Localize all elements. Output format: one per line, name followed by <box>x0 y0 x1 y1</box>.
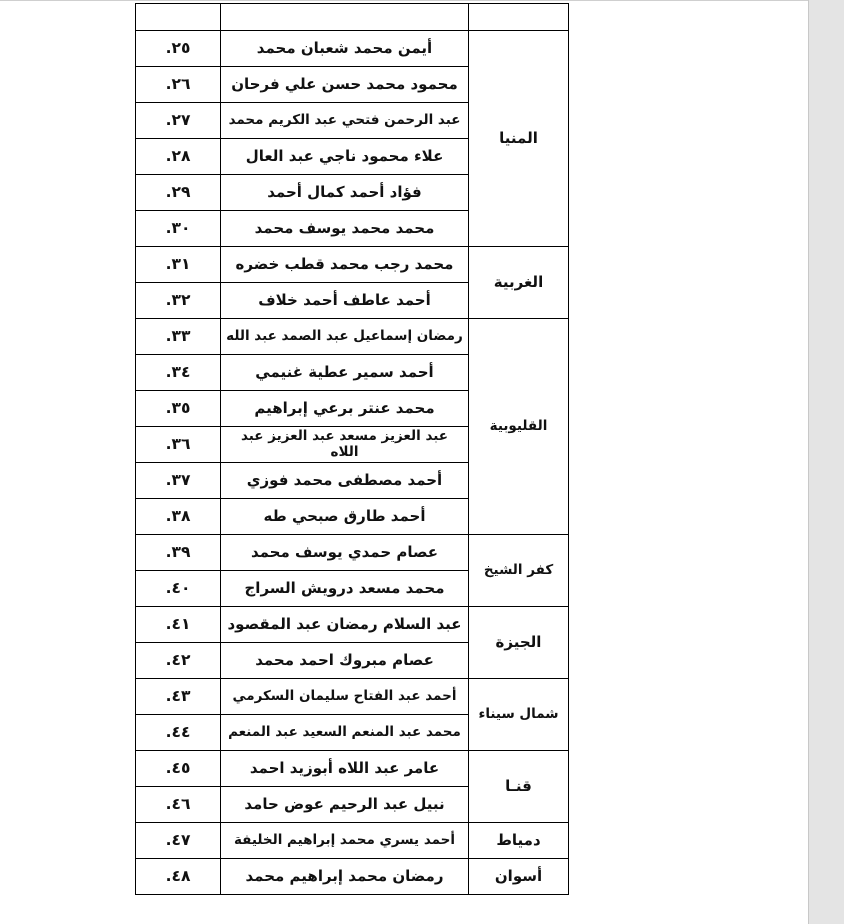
person-name-cell: عبد الرحمن فتحي عبد الكريم محمد <box>221 103 469 139</box>
person-name-cell: محمود محمد حسن علي فرحان <box>221 67 469 103</box>
person-name-cell: رمضان إسماعيل عبد الصمد عبد الله <box>221 319 469 355</box>
table-row <box>136 319 569 355</box>
row-number-cell: .٣٤ <box>136 355 221 391</box>
table-row <box>136 535 569 571</box>
person-name-cell: عبد العزيز مسعد عبد العزيز عبد اللاه <box>221 427 469 463</box>
person-name-cell: محمد عبد المنعم السعيد عبد المنعم <box>221 715 469 751</box>
row-number-cell: .٤٢ <box>136 643 221 679</box>
governorate-cell: الجيزة <box>469 607 569 679</box>
row-number-cell: .٤٠ <box>136 571 221 607</box>
person-name-cell: علاء محمود ناجي عبد العال <box>221 139 469 175</box>
row-number-cell: .٣٠ <box>136 211 221 247</box>
person-name-cell: عصام حمدي يوسف محمد <box>221 535 469 571</box>
header-cell-governorate <box>469 4 569 31</box>
row-number-cell: .٣٨ <box>136 499 221 535</box>
person-name-cell: أحمد مصطفى محمد فوزي <box>221 463 469 499</box>
person-name-cell: عصام مبروك احمد محمد <box>221 643 469 679</box>
row-number-cell: .٣٢ <box>136 283 221 319</box>
row-number-cell: .٤٨ <box>136 859 221 895</box>
header-cell-name <box>221 4 469 31</box>
person-name-cell: أحمد سمير عطية غنيمي <box>221 355 469 391</box>
person-name-cell: أحمد طارق صبحي طه <box>221 499 469 535</box>
header-cell-number <box>136 4 221 31</box>
governorate-cell: كفر الشيخ <box>469 535 569 607</box>
row-number-cell: .٣١ <box>136 247 221 283</box>
row-number-cell: .٣٩ <box>136 535 221 571</box>
row-number-cell: .٣٦ <box>136 427 221 463</box>
row-number-cell: .٣٣ <box>136 319 221 355</box>
governorate-cell: الغربية <box>469 247 569 319</box>
table-row <box>136 679 569 715</box>
row-number-cell: .٢٧ <box>136 103 221 139</box>
row-number-cell: .٤٦ <box>136 787 221 823</box>
governorate-cell: قنـا <box>469 751 569 823</box>
row-number-cell: .٢٩ <box>136 175 221 211</box>
person-name-cell: أحمد يسري محمد إبراهيم الخليفة <box>221 823 469 859</box>
row-number-cell: .٤٥ <box>136 751 221 787</box>
table-row <box>136 823 569 859</box>
person-name-cell: محمد عنتر برعي إبراهيم <box>221 391 469 427</box>
row-number-cell: .٢٦ <box>136 67 221 103</box>
person-name-cell: محمد محمد يوسف محمد <box>221 211 469 247</box>
table-row <box>136 607 569 643</box>
governorate-cell: المنيا <box>469 31 569 247</box>
row-number-cell: .٤٣ <box>136 679 221 715</box>
person-name-cell: محمد مسعد درويش السراج <box>221 571 469 607</box>
governorate-cell: أسوان <box>469 859 569 895</box>
person-name-cell: فؤاد أحمد كمال أحمد <box>221 175 469 211</box>
table-row <box>136 31 569 67</box>
table-row <box>136 247 569 283</box>
row-number-cell: .٢٥ <box>136 31 221 67</box>
table-header-row <box>136 4 569 31</box>
governorate-cell: دمياط <box>469 823 569 859</box>
row-number-cell: .٤٤ <box>136 715 221 751</box>
person-name-cell: رمضان محمد إبراهيم محمد <box>221 859 469 895</box>
person-name-cell: عبد السلام رمضان عبد المقصود <box>221 607 469 643</box>
person-name-cell: نبيل عبد الرحيم عوض حامد <box>221 787 469 823</box>
row-number-cell: .٤٧ <box>136 823 221 859</box>
governorate-cell: شمال سيناء <box>469 679 569 751</box>
person-name-cell: أحمد عاطف أحمد خلاف <box>221 283 469 319</box>
table-row <box>136 751 569 787</box>
table-body <box>136 4 569 895</box>
row-number-cell: .٤١ <box>136 607 221 643</box>
governorate-cell: القليوبية <box>469 319 569 535</box>
names-table <box>135 3 569 895</box>
row-number-cell: .٣٧ <box>136 463 221 499</box>
person-name-cell: أحمد عبد الفتاح سليمان السكرمي <box>221 679 469 715</box>
person-name-cell: عامر عبد اللاه أبوزيد احمد <box>221 751 469 787</box>
person-name-cell: أيمن محمد شعبان محمد <box>221 31 469 67</box>
page-margin-shadow <box>808 0 844 924</box>
row-number-cell: .٣٥ <box>136 391 221 427</box>
row-number-cell: .٢٨ <box>136 139 221 175</box>
table-row <box>136 859 569 895</box>
person-name-cell: محمد رجب محمد قطب خضره <box>221 247 469 283</box>
